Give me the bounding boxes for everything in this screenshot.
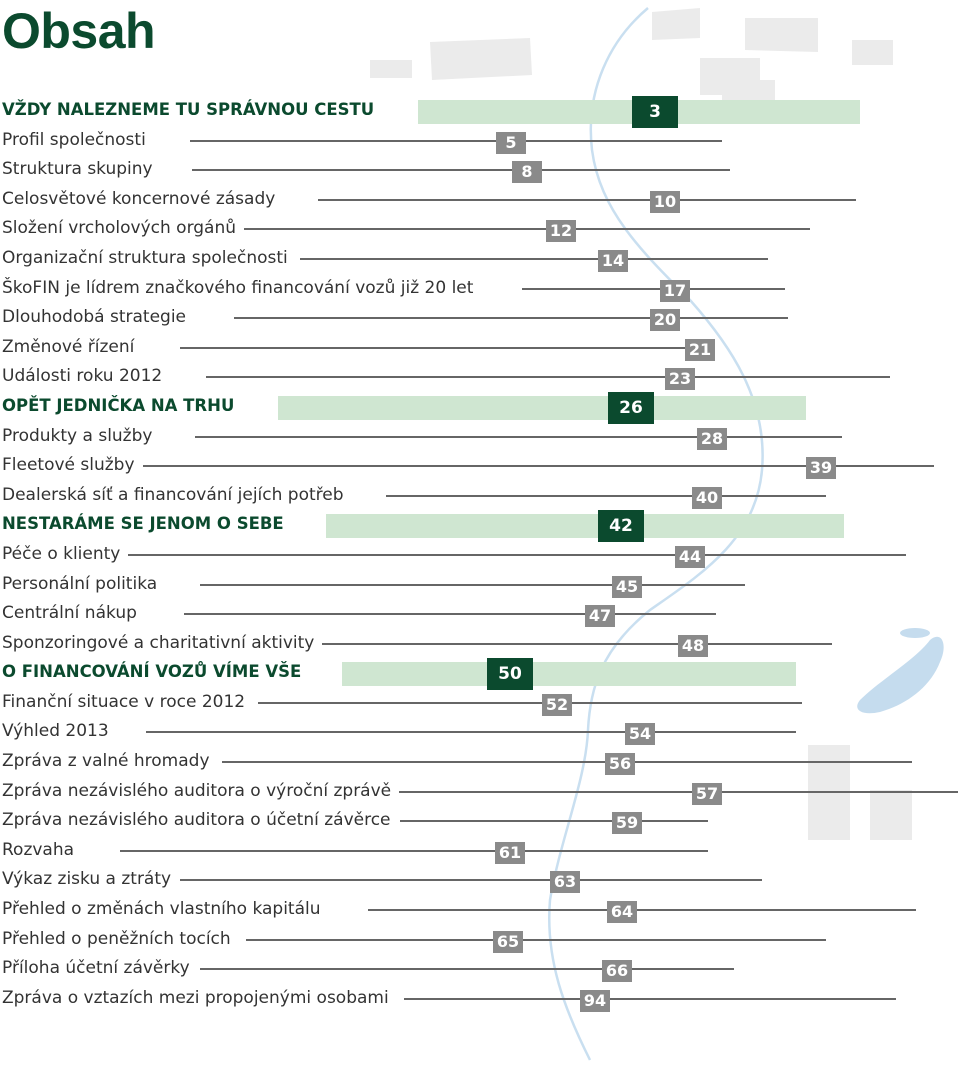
entry-label: Struktura skupiny: [2, 158, 161, 180]
entry-label: Dlouhodobá strategie: [2, 306, 194, 328]
section-title: OPĚT JEDNIČKA NA TRHU: [2, 395, 235, 415]
page-number-badge: 8: [512, 161, 542, 183]
toc-entry[interactable]: [0, 747, 960, 777]
entry-label: Výhled 2013: [2, 720, 117, 742]
leader-line: [120, 850, 708, 852]
toc-section[interactable]: [0, 510, 960, 540]
toc-entry[interactable]: [0, 185, 960, 215]
page-number-badge: 40: [692, 487, 722, 509]
toc-entry[interactable]: [0, 362, 960, 392]
page-number-badge: 14: [598, 250, 628, 272]
toc-entry[interactable]: [0, 422, 960, 452]
section-band: [278, 396, 806, 420]
leader-line: [146, 731, 796, 733]
map-block: [852, 40, 893, 65]
page-number-badge: 39: [806, 457, 836, 479]
toc-entry[interactable]: [0, 540, 960, 570]
toc-entry[interactable]: [0, 717, 960, 747]
leader-line: [400, 820, 708, 822]
page-number-badge: 42: [598, 510, 644, 542]
page-number-badge: 63: [550, 871, 580, 893]
toc-entry[interactable]: [0, 836, 960, 866]
page-number-badge: 50: [487, 658, 533, 690]
page-number-badge: 10: [650, 191, 680, 213]
toc-entry[interactable]: [0, 333, 960, 363]
leader-line: [200, 584, 745, 586]
leader-line: [258, 702, 802, 704]
toc-entry[interactable]: [0, 451, 960, 481]
entry-label: Sponzoringové a charitativní aktivity: [2, 632, 322, 654]
section-band: [342, 662, 796, 686]
page-number-badge: 94: [580, 990, 610, 1012]
entry-label: Přehled o změnách vlastního kapitálu: [2, 898, 329, 920]
leader-line: [300, 258, 768, 260]
section-title: O FINANCOVÁNÍ VOZŮ VÍME VŠE: [2, 662, 302, 682]
toc-entry[interactable]: [0, 865, 960, 895]
map-block: [430, 38, 532, 80]
entry-label: Organizační struktura společnosti: [2, 247, 296, 269]
toc-section[interactable]: [0, 658, 960, 688]
page-number-badge: 65: [493, 931, 523, 953]
leader-line: [234, 317, 788, 319]
toc-entry[interactable]: [0, 214, 960, 244]
entry-label: Dealerská síť a financování jejích potřeb: [2, 484, 352, 506]
leader-line: [320, 643, 832, 645]
entry-label: Fleetové služby: [2, 454, 143, 476]
leader-line: [394, 791, 958, 793]
entry-label: Příloha účetní závěrky: [2, 957, 198, 979]
toc-entry[interactable]: [0, 481, 960, 511]
entry-label: Personální politika: [2, 573, 165, 595]
toc-entry[interactable]: [0, 984, 960, 1014]
toc-entry[interactable]: [0, 599, 960, 629]
leader-line: [404, 998, 896, 1000]
toc-entry[interactable]: [0, 777, 960, 807]
page-number-badge: 20: [650, 309, 680, 331]
toc-section[interactable]: [0, 96, 960, 126]
leader-line: [192, 169, 730, 171]
map-block: [370, 60, 412, 78]
leader-line: [180, 347, 715, 349]
entry-label: Zpráva nezávislého auditora o výroční zprávě: [2, 780, 399, 802]
entry-label: Rozvaha: [2, 839, 82, 861]
entry-label: ŠkoFIN je lídrem značkového financování vozů již 20 let: [2, 277, 481, 299]
page-number-badge: 59: [612, 812, 642, 834]
leader-line: [246, 939, 826, 941]
entry-label: Přehled o peněžních tocích: [2, 928, 239, 950]
toc-entry[interactable]: [0, 126, 960, 156]
toc-entry[interactable]: [0, 244, 960, 274]
page-number-badge: 57: [692, 783, 722, 805]
page-number-badge: 56: [605, 753, 635, 775]
entry-label: Složení vrcholových orgánů: [2, 217, 244, 239]
page-number-badge: 61: [495, 842, 525, 864]
leader-line: [190, 140, 722, 142]
leader-line: [180, 879, 762, 881]
section-title: NESTARÁME SE JENOM O SEBE: [2, 514, 284, 534]
leader-line: [206, 376, 890, 378]
page-number-badge: 26: [608, 392, 654, 424]
page-number-badge: 12: [546, 220, 576, 242]
table-of-contents: [0, 96, 960, 1013]
section-title: VŽDY NALEZNEME TU SPRÁVNOU CESTU: [2, 100, 375, 119]
entry-label: Zpráva o vztazích mezi propojenými osobami: [2, 987, 397, 1009]
toc-section[interactable]: [0, 392, 960, 422]
page-number-badge: 47: [585, 605, 615, 627]
leader-line: [368, 909, 916, 911]
map-block: [652, 8, 700, 40]
entry-label: Výkaz zisku a ztráty: [2, 868, 179, 890]
section-band: [326, 514, 844, 538]
entry-label: Profil společnosti: [2, 129, 154, 151]
entry-label: Centrální nákup: [2, 602, 145, 624]
toc-entry[interactable]: [0, 274, 960, 304]
map-block: [745, 18, 818, 52]
page-title: Obsah: [2, 3, 156, 59]
page-number-badge: 5: [496, 132, 526, 154]
entry-label: Péče o klienty: [2, 543, 128, 565]
toc-entry[interactable]: [0, 806, 960, 836]
entry-label: Zpráva z valné hromady: [2, 750, 218, 772]
leader-line: [318, 199, 856, 201]
entry-label: Změnové řízení: [2, 336, 142, 358]
page-number-badge: 44: [675, 546, 705, 568]
toc-entry[interactable]: [0, 570, 960, 600]
page-number-badge: 66: [602, 960, 632, 982]
entry-label: Události roku 2012: [2, 365, 170, 387]
page-number-badge: 3: [632, 96, 678, 128]
toc-entry[interactable]: [0, 895, 960, 925]
toc-entry[interactable]: [0, 303, 960, 333]
leader-line: [222, 761, 912, 763]
toc-entry[interactable]: [0, 954, 960, 984]
page-number-badge: 52: [542, 694, 572, 716]
leader-line: [522, 288, 785, 290]
leader-line: [386, 495, 826, 497]
entry-label: Produkty a služby: [2, 425, 160, 447]
toc-entry[interactable]: [0, 925, 960, 955]
toc-entry[interactable]: [0, 629, 960, 659]
leader-line: [195, 436, 842, 438]
page-number-badge: 48: [678, 635, 708, 657]
page-number-badge: 23: [665, 368, 695, 390]
leader-line: [200, 968, 734, 970]
page-number-badge: 17: [660, 280, 690, 302]
leader-line: [232, 228, 810, 230]
page-number-badge: 28: [697, 428, 727, 450]
toc-entry[interactable]: [0, 688, 960, 718]
entry-label: Zpráva nezávislého auditora o účetní závěrce: [2, 809, 399, 831]
page-number-badge: 21: [685, 339, 715, 361]
entry-label: Finanční situace v roce 2012: [2, 691, 253, 713]
page-number-badge: 54: [625, 723, 655, 745]
page-number-badge: 64: [607, 901, 637, 923]
leader-line: [184, 613, 716, 615]
entry-label: Celosvětové koncernové zásady: [2, 188, 283, 210]
page-number-badge: 45: [612, 576, 642, 598]
toc-entry[interactable]: [0, 155, 960, 185]
leader-line: [128, 554, 906, 556]
